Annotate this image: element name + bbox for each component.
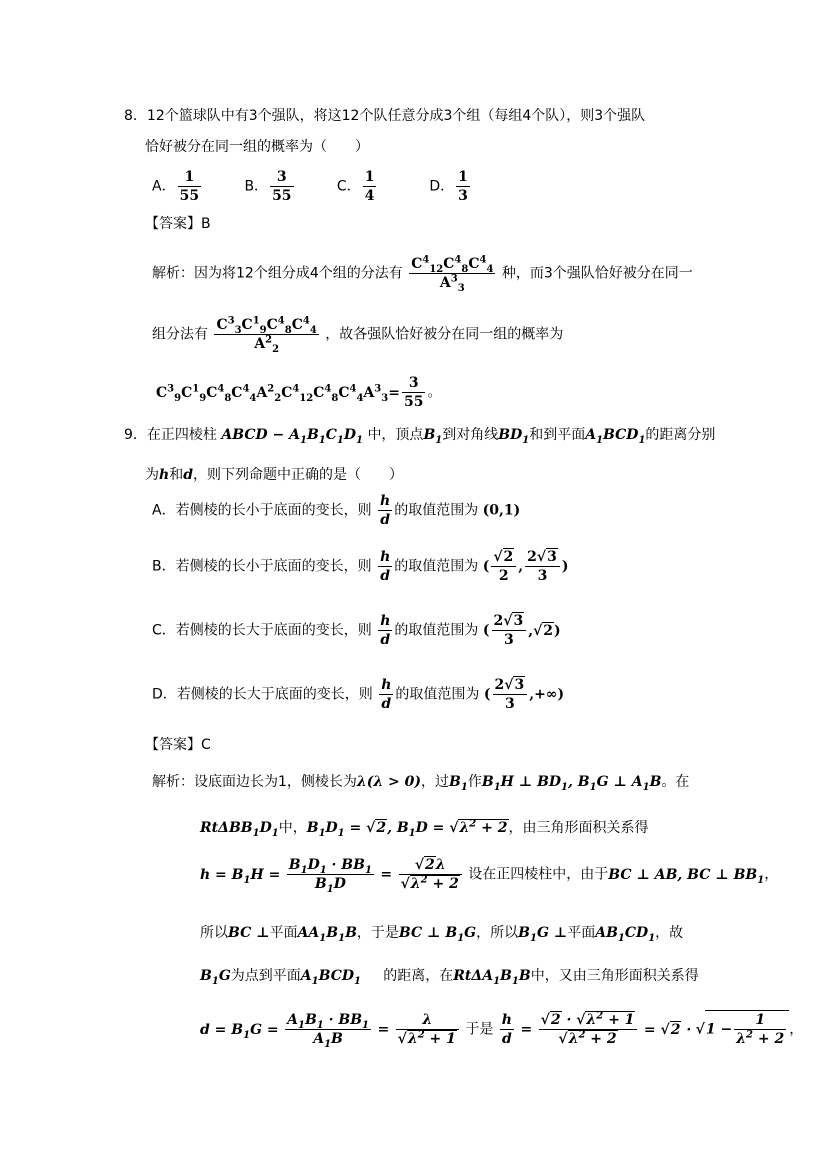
q8-solution-line2: 组分法有 $\frac{C^3_3C^1_9C^4_8C^4_4}{A^2_2}$ ，故各强队恰好被分在同一组的概率为	[152, 315, 564, 355]
q9-stem-line2: 为h和d，则下列命题中正确的是（ ）	[145, 467, 403, 483]
q9-option-c[interactable]: C．若侧棱的长大于底面的变长，则 $\frac{h}{d}$ 的取值范围为 ( $\frac{2√3}{3}$ ,√2)	[152, 613, 561, 648]
q8-formula-strong: $\frac{C^3_3C^1_9C^4_8C^4_4}{A^2_2}$	[216, 315, 317, 355]
q8-stem-line1	[124, 106, 645, 126]
q9-option-d[interactable]: D．若侧棱的长大于底面的变长，则 $\frac{h}{d}$ 的取值范围为 ( $\frac{2√3}{3}$ ,+∞)	[152, 677, 565, 712]
q9-solution-line1: 解析：设底面边长为1，侧棱长为λ(λ > 0)，过$B_1$作$B_1H$ ⊥ $BD_1$, $B_1G$ ⊥ $A_1B$。在	[152, 774, 690, 793]
q9-answer: 【答案】C	[145, 737, 211, 753]
q9-solution-line4: 所以BC ⊥平面$AA_1B_1B$，于是BC ⊥ $B_1G$，所以$B_1G$ ⊥平面$AB_1CD_1$，故	[200, 925, 684, 944]
q8-solution-line1: 解析：因为将12个组分成4个组的分法有 $\frac{C^4_{12}C^4_8C^4_4}{A^3_3}$ 种，而3个强队恰好被分在同一	[152, 254, 693, 294]
q9-solution-line2: $Rt\Delta BB_1D_1$中，$B_1D_1 = √2$, $B_1D = √\lambda^2 + 2$，由三角形面积关系得	[200, 818, 649, 839]
q9-option-a[interactable]: A．若侧棱的长小于底面的变长，则 $\frac{h}{d}$ 的取值范围为 (0,1)	[152, 493, 521, 528]
q8-stem-line2	[145, 137, 369, 157]
q8-stem-text1: 12个篮球队中有3个强队，将这12个队任意分成3个组（每组4个队），则3个强队	[146, 108, 646, 124]
q9-solution-line6: $d = B_1G$ = $\frac{A_1B_1 \cdot BB_1}{A_1B}$ = $\frac{\lambda}{√\lambda^2 + 1}$ 于是 $\frac{h}{d}$ = $\frac{√2 \cdot √\lambda^2 + 1}{√\lambda^2 + 2}$ = √2 · √1 − $\frac{1}{\lambda^2 + 2}$ ，	[200, 1010, 804, 1050]
q8-option-d[interactable]: D． $\frac{1}{3}$	[429, 169, 468, 204]
q9-solution-line3: $h = B_1H$ = $\frac{B_1D_1 \cdot BB_1}{B_1D}$ = $\frac{√2\lambda}{√\lambda^2 + 2}$ 设在正四棱柱中，由于BC ⊥ AB, BC ⊥ $BB_1$，	[200, 857, 779, 895]
q8-option-a[interactable]: A． $\frac{1}{55}$	[152, 169, 200, 204]
q9-stem-line1: 9．在正四棱柱 ABCD − $A_1B_1C_1D_1$ 中，顶点$B_1$到对角线$BD_1$和到平面$A_1BCD_1$的距离分别	[124, 427, 716, 446]
q8-number: 8．	[124, 108, 147, 124]
q8-option-b[interactable]: B． $\frac{3}{55}$	[244, 169, 292, 204]
q9-solution-line5: $B_1G$为点到平面$A_1BCD_1$ 的距离，在$Rt\Delta A_1B_1B$中，又由三角形面积关系得	[200, 968, 699, 987]
q9-option-b[interactable]: B．若侧棱的长小于底面的变长，则 $\frac{h}{d}$ 的取值范围为 ( $\frac{√2}{2}$ , $\frac{2√3}{3}$ )	[152, 549, 569, 584]
q8-stem-text2: 恰好被分在同一组的概率为（ ）	[145, 139, 369, 155]
q8-option-c[interactable]: C． $\frac{1}{4}$	[336, 169, 375, 204]
q8-solution-line3: $C^3_9C^1_9C^4_8C^4_4A^2_2C^4_{12}C^4_8C^4_4A^3_3=$ $\frac{3}{55}$ 。	[156, 375, 442, 410]
q8-answer: 【答案】B	[145, 216, 211, 232]
q8-probability-formula: $C^3_9C^1_9C^4_8C^4_4A^2_2C^4_{12}C^4_8C^4_4A^3_3=$	[156, 382, 400, 404]
q8-formula-partition: $\frac{C^4_{12}C^4_8C^4_4}{A^3_3}$	[411, 254, 494, 294]
q8-options	[152, 168, 489, 212]
